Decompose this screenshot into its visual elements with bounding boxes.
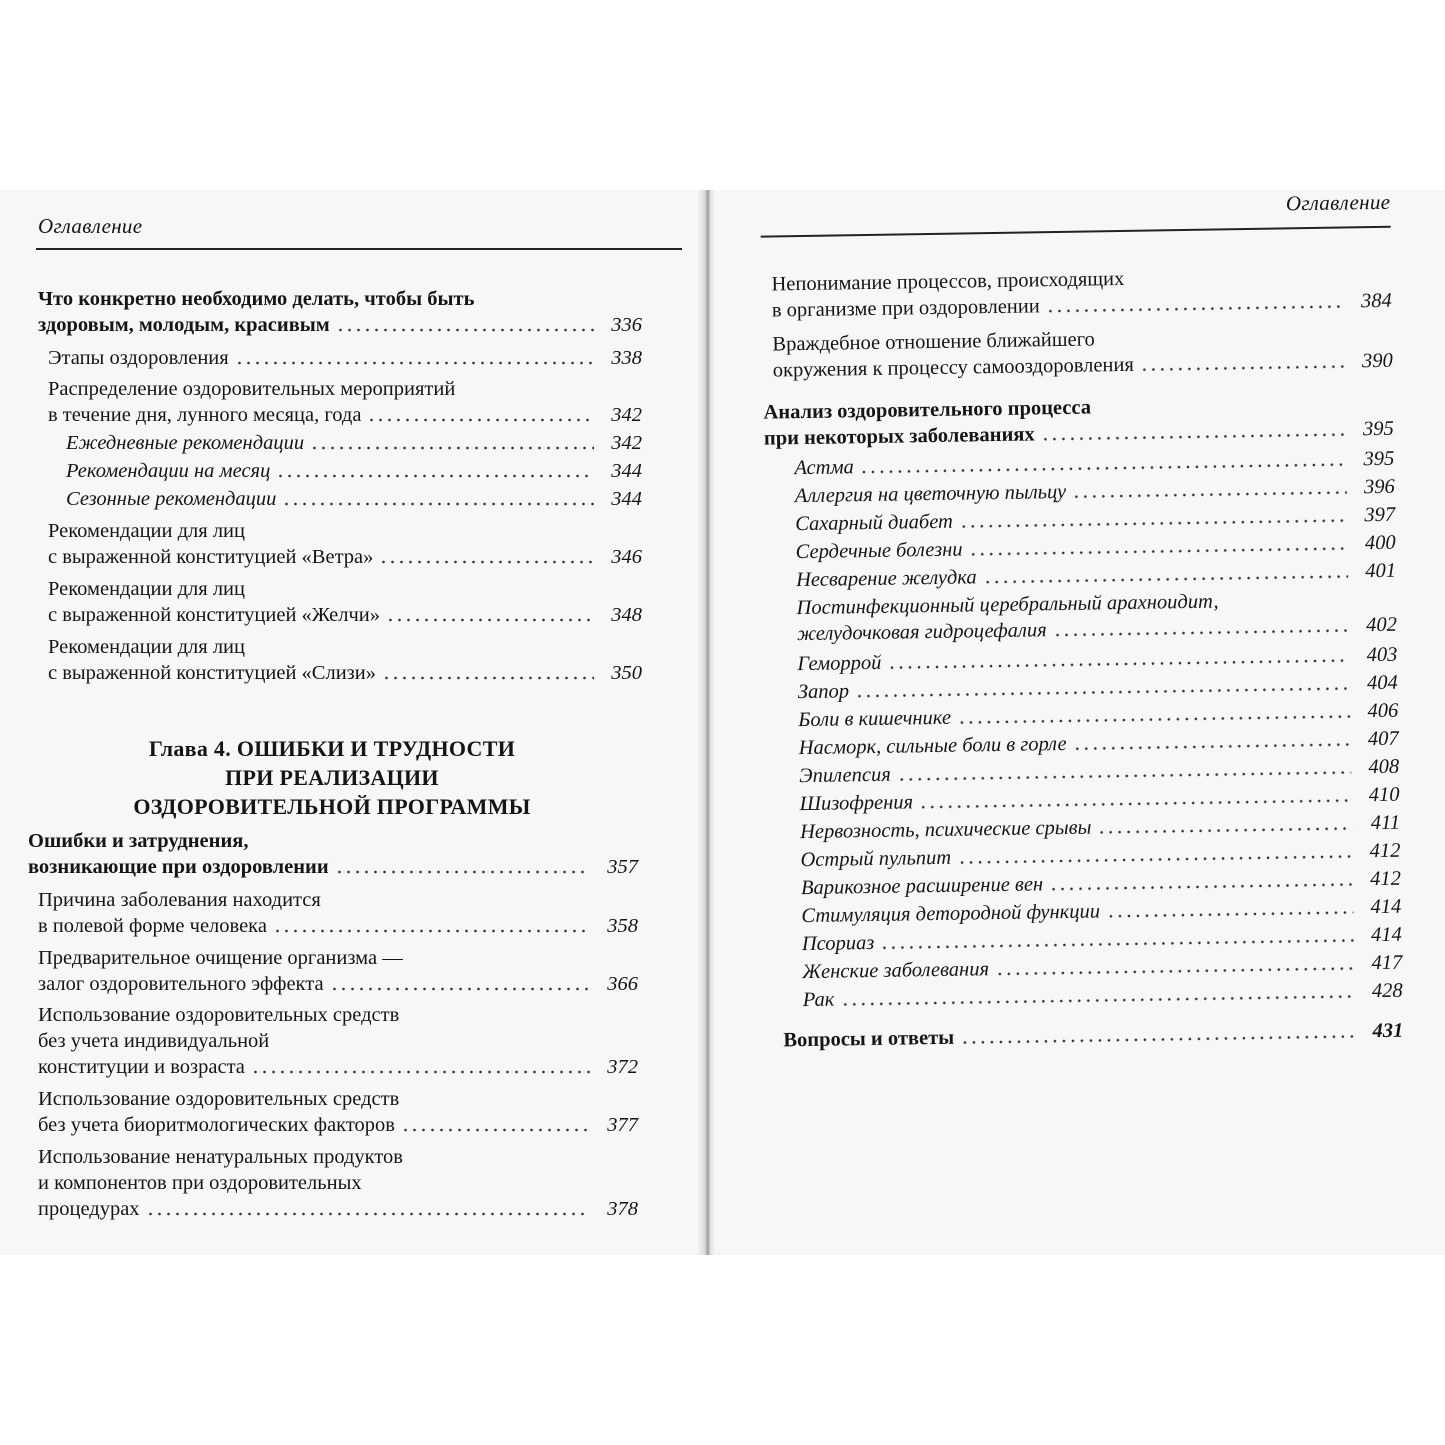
toc-page-number: 402 [1365,613,1398,637]
toc-entry [66,430,642,456]
toc-page-number: 336 [611,314,642,336]
dot-leader [401,1128,590,1132]
dot-leader [146,1212,590,1216]
dot-leader [860,463,1347,475]
toc-page-number: 338 [611,347,642,369]
book-gutter [697,190,715,1255]
toc-entry-text: Использование ненатуральных продуктов [38,1146,403,1168]
toc-page-number: 397 [1364,503,1396,527]
toc-entry [48,518,642,570]
toc-entry-text: Аллергия на цветочную пыльцу [794,480,1067,508]
toc-entry-text: и компонентов при оздоровительных [38,1172,362,1194]
dot-leader [382,676,594,680]
toc-entry-text: в течение дня, лунного месяца, года [48,404,362,426]
toc-entry-text: процедурах [38,1198,140,1220]
toc-page-number: 366 [607,973,638,995]
dot-leader [887,658,1349,669]
toc-entry-text: Насморк, сильные боли в горле [798,732,1067,760]
toc-entry-text: Сезонные рекомендации [66,488,277,510]
running-head: Оглавление [1285,189,1391,216]
toc-entry [38,1144,638,1222]
dot-leader [880,938,1354,949]
toc-page-number: 412 [1369,839,1401,863]
toc-entry [38,945,638,997]
dot-leader [1140,365,1345,372]
toc-entry [763,390,1394,452]
toc-page-number: 428 [1371,979,1403,1003]
toc-entry [38,887,638,939]
toc-entry-text: Рак [802,988,835,1012]
toc-entry [796,586,1397,647]
dot-leader [310,446,594,450]
dot-leader [1046,305,1344,314]
toc-entry [783,1018,1403,1054]
toc-entry-text: Стимуляция детородной функции [801,900,1101,928]
chapter-heading-line: Глава 4. ОШИБКИ И ТРУДНОСТИ [148,736,516,761]
toc-page-number: 344 [611,488,642,510]
toc-entry-text: здоровым, молодым, красивым [38,314,330,336]
toc-entry-text: Псориаз [801,931,875,956]
dot-leader [335,870,590,874]
toc-entry-text: конституции и возраста [38,1056,245,1078]
toc-entry-text: Рекомендации на месяц [66,460,271,482]
toc-entry-text: Этапы оздоровления [48,347,229,369]
chapter-heading [102,734,562,821]
toc-entry [48,576,642,628]
toc-page-number: 384 [1360,289,1392,313]
toc-page-number: 342 [611,432,642,454]
toc-page-number: 342 [611,404,642,426]
toc-entry-text: Использование оздоровительных средств [38,1004,400,1026]
toc-entry-text: без учета биоритмологических факторов [38,1114,395,1136]
toc-entry-text: с выраженной конституцией «Желчи» [48,604,380,626]
dot-leader [957,714,1350,724]
toc-entry [771,262,1392,324]
dot-leader [1072,491,1347,499]
toc-entry-text: Анализ оздоровительного процесса [763,396,1092,424]
toc-entry-text: залог оздоровительного эффекта [38,973,324,995]
dot-leader [1049,882,1353,891]
left-page [22,190,682,1255]
toc-page-number: 357 [607,856,638,878]
header-rule [36,248,682,250]
toc-page-number: 358 [607,915,638,937]
chapter-heading-line: ОЗДОРОВИТЕЛЬНОЙ ПРОГРАММЫ [133,794,531,819]
toc-entry [66,458,642,484]
dot-leader [235,361,594,365]
toc-entry-text: Запор [797,680,850,704]
dot-leader [330,987,590,991]
dot-leader [1073,742,1351,750]
toc-page-number: 403 [1366,643,1398,667]
toc-page-number: 411 [1370,811,1401,835]
dot-leader [386,618,594,622]
toc-entry-text: при некоторых заболеваниях [763,423,1035,450]
dot-leader [959,519,1347,529]
toc-page-number: 396 [1363,475,1395,499]
toc-page-number: 406 [1367,699,1399,723]
toc-entry-text: Нервозность, психические срывы [799,816,1092,844]
dot-leader [919,798,1352,809]
toc-page-number: 414 [1370,895,1402,919]
toc-entry-text: в организме при оздоровлении [771,295,1040,322]
dot-leader [957,854,1352,864]
dot-leader [1053,628,1349,637]
toc-page-number: 350 [611,662,642,684]
toc-entry-text: Распределение оздоровительных мероприятий [48,378,456,400]
toc-entry-text: Несварение желудка [795,566,977,592]
running-head: Оглавление [38,214,143,238]
dot-leader [367,418,594,422]
toc-entry [38,1086,638,1138]
toc-entry-text: в полевой форме человека [38,915,267,937]
toc-entry-text: Эпилепсия [799,763,891,788]
toc-page-number: 408 [1368,755,1400,779]
toc-page-number: 412 [1369,867,1402,891]
dot-leader [282,502,594,506]
toc-entry-text: возникающие при оздоровлении [28,856,329,878]
toc-page-number: 395 [1362,417,1395,441]
toc-entry-text: окружения к процессу самооздоровления [772,353,1135,382]
toc-entry-text: Сердечные болезни [795,538,963,564]
toc-entry-text: без учета индивидуальной [38,1030,270,1052]
toc-entry-text: Варикозное расширение вен [800,873,1044,900]
dot-leader [251,1070,590,1074]
toc-entry-text: Постинфекционный церебральный арахноидит, [796,590,1219,620]
toc-page-number: 404 [1366,671,1398,695]
dot-leader [969,546,1348,556]
toc-entry-text: Использование оздоровительных средств [38,1088,400,1110]
toc-entry-text: Ошибки и затруднения, [28,830,249,852]
toc-entry-text: Предварительное очищение организма — [38,947,403,969]
toc-entry [66,486,642,512]
dot-leader [379,560,594,564]
right-page [740,179,1427,1254]
toc-page-number: 414 [1370,923,1402,947]
dot-leader [1106,910,1353,918]
toc-entry [48,634,642,686]
dot-leader [995,966,1354,976]
dot-leader [336,328,594,332]
toc-page-number: 395 [1363,447,1395,471]
toc-page-number: 344 [611,460,642,482]
toc-entry-text: Острый пульпит [800,846,952,872]
dot-leader [897,770,1351,781]
toc-entry-text: Рекомендации для лиц [48,520,246,542]
toc-page-number: 431 [1372,1019,1404,1043]
toc-page-number: 407 [1367,727,1399,751]
dot-leader [276,474,594,478]
toc-entry [38,286,642,338]
toc-entry-text: Непонимание процессов, происходящих [771,267,1125,296]
toc-entry [28,828,638,880]
toc-page-number: 372 [607,1056,638,1078]
toc-entry-text: Сахарный диабет [795,510,954,536]
toc-entry [38,1002,638,1080]
dot-leader [1041,433,1346,442]
toc-entry-text: Что конкретно необходимо делать, чтобы быть [38,288,475,310]
toc-page-number: 417 [1371,951,1403,975]
toc-entry-text: с выраженной конституцией «Ветра» [48,546,374,568]
toc-page-number: 377 [607,1114,638,1136]
toc-entry-text: Причина заболевания находится [38,889,321,911]
toc-entry [48,345,642,371]
dot-leader [840,994,1354,1006]
dot-leader [1098,826,1353,834]
toc-entry-text: с выраженной конституцией «Слизи» [48,662,376,684]
toc-page-number: 390 [1361,349,1393,373]
toc-entry-text: Женские заболевания [802,958,990,984]
toc-entry-text: Боли в кишечнике [798,706,952,732]
toc-entry-text: желудочковая гидроцефалия [796,619,1047,646]
toc-entry [772,322,1393,384]
toc-entry [48,376,642,428]
header-rule [761,226,1391,238]
toc-page-number: 348 [611,604,642,626]
toc-entry-text: Ежедневные рекомендации [66,432,305,454]
toc-page-number: 346 [611,546,642,568]
toc-page-number: 400 [1364,531,1396,555]
toc-page-number: 401 [1365,559,1397,583]
toc-entry-text: Рекомендации для лиц [48,636,246,658]
chapter-heading-line: ПРИ РЕАЛИЗАЦИИ [225,765,439,790]
toc-entry-text: Враждебное отношение ближайшего [772,328,1096,356]
toc-entry-text: Геморрой [797,651,882,676]
toc-entry-text: Рекомендации для лиц [48,578,246,600]
dot-leader [960,1034,1355,1044]
toc-page-number: 410 [1368,783,1400,807]
dot-leader [273,929,590,933]
toc-page-number: 378 [607,1198,638,1220]
dot-leader [983,574,1348,584]
dot-leader [855,686,1350,698]
toc-entry-text: Шизофрения [799,791,914,816]
toc-entry-text: Астма [794,456,854,480]
toc-entry-text: Вопросы и ответы [783,1026,955,1052]
